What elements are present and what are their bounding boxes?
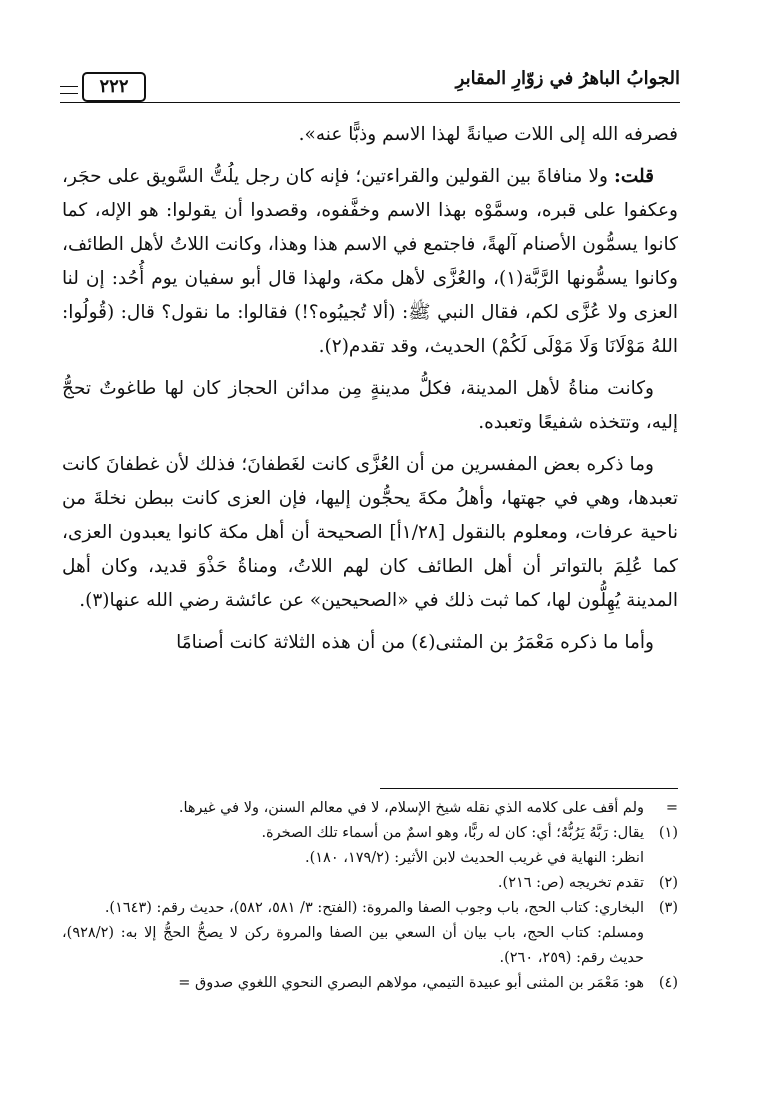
- header-rule: [60, 102, 680, 103]
- double-rule-ornament: [60, 86, 78, 94]
- paragraph: [62, 372, 678, 440]
- paragraph-text: ولا منافاةَ بين القولين والقراءتين؛ فإنه كان رجل يلُتُّ السَّويق على حجَر، وعكفوا على قبره، وسمَّوْه بهذا الاسم وخفَّفوه، وقصدوا أن يقولوا: هو الإله، كما كانوا يسمُّون الأصنام آلهةً، فاجتمع في الاسم هذا وهذا، وكانت اللاتُ لأهل الطائف، وكانوا يسمُّونها الرَّبَّة(١)، والعُزَّى لأهل مكة، ولهذا قال أبو سفيان يوم أُحُد: إن لنا العزى ولا عُزَّى لكم، فقال النبي ﷺ: (ألا تُجيبُوه؟!) فقالوا: ما نقول؟ قال: (قُولُوا: اللهُ مَوْلَانَا وَلَا مَوْلَى لَكُمْ) الحديث، وقد تقدم(٢).: [62, 166, 678, 357]
- paragraph-text: وما ذكره بعض المفسرين من أن العُزَّى كانت لغَطفانَ؛ فذلك لأن غطفانَ كانت تعبدها، وهي في جهتها، وأهلُ مكةَ يحجُّون إليها، فإن العزى كانت ببطن نخلةَ من ناحية عرفات، ومعلوم بالنقول [١/٢٨أ] الصحيحة أن أهل مكة كانوا يعبدون العزى، كما عُلِمَ بالتواتر أن أهل الطائف كان لهم اللاتُ، ومناةُ حَذْوَ قديد، وكان أهل المدينة يُهِلُّون لها، كما ثبت ذلك في «الصحيحين» عن عائشة رضي الله عنها(٣).: [62, 454, 678, 611]
- footnote: [62, 871, 678, 896]
- footnote-marker: (٣): [658, 900, 678, 916]
- footnote: [62, 821, 678, 846]
- footnote-text: يقال: رَبَّهُ يَرُبُّهُ؛ أي: كان له ربًّا، وهو اسمٌ من أسماء تلك الصخرة.: [261, 825, 644, 841]
- footnote: [62, 971, 678, 996]
- main-text: [62, 118, 678, 758]
- paragraph: [62, 118, 678, 152]
- page-header: [60, 62, 680, 106]
- footnote-text: ولم أقف على كلامه الذي نقله شيخ الإسلام، لا في معالم السنن، ولا في غيرها.: [178, 800, 644, 816]
- footnote: [62, 796, 678, 821]
- page-number-frame: [60, 72, 180, 102]
- page-number: ٢٢٢: [82, 72, 146, 102]
- paragraph: [62, 626, 678, 660]
- footnote-continuation: انظر: النهاية في غريب الحديث لابن الأثير: (١٧٩/٢، ١٨٠).: [304, 850, 644, 866]
- footnote-marker: (٢): [658, 875, 678, 891]
- footnote: [62, 896, 678, 921]
- footnote-separator: [380, 788, 678, 789]
- footnote-text: هو: مَعْمَر بن المثنى أبو عبيدة التيمي، مولاهم البصري النحوي اللغوي صدوق =: [178, 975, 644, 991]
- paragraph: [62, 448, 678, 618]
- footnote-marker: =: [665, 800, 678, 816]
- footnotes: [62, 796, 678, 1046]
- running-title: الجوابُ الباهرُ في زوّارِ المقابرِ: [455, 68, 680, 89]
- footnote-text: تقدم تخريجه (ص: ٢١٦).: [497, 875, 644, 891]
- paragraph-text: وكانت مناةُ لأهل المدينة، فكلُّ مدينةٍ مِن مدائن الحجاز كان لها طاغوتٌ تحجُّ إليه، وتتخذه شفيعًا وتعبده.: [62, 378, 678, 433]
- paragraph-text: وأما ما ذكره مَعْمَرُ بن المثنى(٤) من أن هذه الثلاثة كانت أصنامًا: [176, 632, 654, 653]
- footnote-continuation: ومسلم: كتاب الحج، باب بيان أن السعي بين الصفا والمروة ركن لا يصحُّ الحجُّ إلا به: (٩٢٨/٢)، حديث رقم: (٢٥٩، ٢٦٠).: [62, 925, 644, 966]
- footnote-text: البخاري: كتاب الحج، باب وجوب الصفا والمروة: (الفتح: ٣/ ٥٨١، ٥٨٢)، حديث رقم: (١٦٤٣).: [104, 900, 644, 916]
- paragraph-text: فصرفه الله إلى اللات صيانةً لهذا الاسم وذبًّا عنه».: [298, 124, 678, 145]
- footnote-marker: (١): [658, 825, 678, 841]
- footnote-marker: (٤): [658, 975, 678, 991]
- paragraph-lead-word: قلت:: [614, 166, 654, 187]
- paragraph: [62, 160, 678, 364]
